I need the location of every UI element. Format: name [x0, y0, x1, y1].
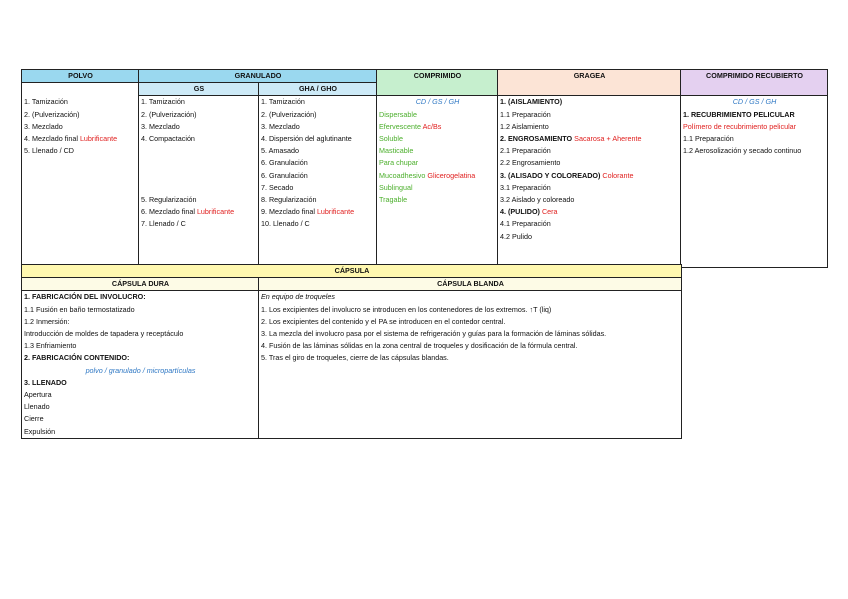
table-row — [22, 206, 828, 218]
gragea-stage-3-extra: Colorante — [602, 170, 634, 180]
table-row — [22, 291, 682, 304]
header-comprimido: COMPRIMIDO — [377, 70, 498, 96]
gs-lubrificante: Lubrificante — [196, 207, 235, 217]
gha-step-4: 4. Dispersión del aglutinante — [259, 133, 377, 145]
capsula-title: CÁPSULA — [22, 265, 682, 278]
polvo-lubrificante: Lubrificante — [79, 134, 118, 144]
table-row — [22, 133, 828, 145]
blanda-step-4: 4. Fusión de las láminas sólidas en la zona central de troqueles y dosificación de la fórmula central. — [259, 340, 682, 352]
polvo-step-4: 4. Mezclado final Lubrificante — [22, 133, 139, 145]
header-granulado: GRANULADO — [139, 70, 377, 83]
comprimido-type-2: Efervescente Ac/Bs — [377, 121, 498, 133]
header-gragea: GRAGEA — [498, 70, 681, 96]
gragea-step-2-2: 2.2 Engrosamiento — [498, 157, 681, 169]
capsula-table — [21, 264, 682, 439]
comprimido-type-8: Tragable — [377, 194, 498, 206]
table-row — [22, 218, 828, 230]
table-row — [22, 304, 682, 316]
dura-introduccion-moldes: Introducción de moldes de tapadera y receptáculo — [22, 328, 259, 340]
gha-step-4: 5. Amasado — [259, 145, 377, 157]
gragea-step-1-1: 1.1 Preparación — [498, 109, 681, 121]
table-row — [22, 145, 828, 157]
gragea-stage-2-extra: Sacarosa + Aherente — [574, 134, 642, 144]
table-row — [22, 121, 828, 133]
dura-fabricacion-contenido: 2. FABRICACIÓN CONTENIDO: — [22, 352, 259, 364]
gragea-cell — [498, 243, 681, 255]
polvo-step-5: 5. Llenado / CD — [22, 145, 139, 157]
dura-contenido-codes: polvo / granulado / micropartículas — [22, 365, 259, 377]
table-row — [22, 316, 682, 328]
blanda-intro: En equipo de troqueles — [259, 291, 682, 304]
comprimido-type-5: Para chupar — [377, 157, 498, 169]
recubierto-codes: CD / GS / GH — [681, 96, 828, 109]
table-row — [22, 352, 682, 364]
comprimido-type-7: Sublingual — [377, 182, 498, 194]
table-row — [22, 194, 828, 206]
gs-step-2: 2. (Pulverización) — [139, 109, 259, 121]
gs-step: 6. Mezclado final Lubrificante — [139, 206, 259, 218]
blanda-step-1: 1. Los excipientes del involucro se introducen en los contenedores de los extremos. ↑T (liq) — [259, 304, 682, 316]
table-row — [22, 243, 828, 255]
blanda-step-3: 3. La mezcla del involucro pasa por el sistema de refrigeración y guías para la formación de láminas sólidas. — [259, 328, 682, 340]
gha-step-3: 3. Mezclado — [259, 121, 377, 133]
gragea-cell: 3.2 Aislado y coloreado — [498, 194, 681, 206]
comprimido-type-6: Mucoadhesivo Glicerogelatina — [377, 170, 498, 182]
dura-step-1-1: 1.1 Fusión en baño termostatizado — [22, 304, 259, 316]
gha-step-6: 6. Granulación — [259, 170, 377, 182]
header-gs: GS — [139, 83, 259, 96]
table-row — [22, 157, 828, 169]
gragea-stage-2: 2. ENGROSAMIENTO Sacarosa + Aherente — [498, 133, 681, 145]
polvo-step-3: 3. Mezclado — [22, 121, 139, 133]
table-row — [22, 401, 682, 413]
table-row — [22, 413, 682, 425]
table-row — [22, 231, 828, 243]
recubierto-stage-1: 1. RECUBRIMIENTO PELICULAR — [681, 109, 828, 121]
polvo-step-1: 1. Tamización — [22, 96, 139, 109]
table-row — [22, 170, 828, 182]
dura-cierre: Cierre — [22, 413, 259, 425]
gha-step-5: 6. Granulación — [259, 157, 377, 169]
gragea-stage-3: 3. (ALISADO Y COLOREADO) Colorante — [498, 170, 681, 182]
gragea-step-2-1: 2.1 Preparación — [498, 145, 681, 157]
gragea-cell: 4.2 Pulido — [498, 231, 681, 243]
comprimido-type-3: Soluble — [377, 133, 498, 145]
header-polvo: POLVO — [22, 70, 139, 83]
gs-step: 7. Llenado / C — [139, 218, 259, 230]
gha-lubrificante: Lubrificante — [316, 207, 355, 217]
capsula-dura-title: CÁPSULA DURA — [22, 278, 259, 291]
table-row — [22, 340, 682, 352]
gs-step-4-cont — [139, 145, 259, 157]
dura-step-1-2: 1.2 Inmersión: — [22, 316, 259, 328]
header-gha: GHA / GHO — [259, 83, 377, 96]
comprimido-type-1: Dispersable — [377, 109, 498, 121]
gs-step: 5. Regularización — [139, 194, 259, 206]
manufacturing-processes-table — [21, 69, 828, 268]
table-row — [22, 96, 828, 109]
table-row — [22, 426, 682, 439]
comprimido-codes: CD / GS / GH — [377, 96, 498, 109]
dura-apertura: Apertura — [22, 389, 259, 401]
comprimido-type-4: Masticable — [377, 145, 498, 157]
recubierto-step-1-2: 1.2 Aerosolización y secado continuo — [681, 145, 828, 157]
comprimido-efervescente-extra: Ac/Bs — [422, 121, 442, 131]
table-row — [22, 377, 682, 389]
header-comprimido-recubierto: COMPRIMIDO RECUBIERTO — [681, 70, 828, 96]
gha-step-1: 1. Tamización — [259, 96, 377, 109]
gha-step: 9. Mezclado final Lubrificante — [259, 206, 377, 218]
dura-llenado: 3. LLENADO — [22, 377, 259, 389]
gha-step: 10. Llenado / C — [259, 218, 377, 230]
polvo-step-2: 2. (Pulverización) — [22, 109, 139, 121]
table-row — [22, 389, 682, 401]
table-row — [22, 328, 682, 340]
recubierto-polimero: Polímero de recubrimiento pelicular — [681, 121, 828, 133]
gs-step-4: 4. Compactación — [139, 133, 259, 145]
gs-step-3: 3. Mezclado — [139, 121, 259, 133]
blanda-step-2: 2. Los excipientes del contenido y el PA se introducen en el contedor central. — [259, 316, 682, 328]
capsula-blanda-title: CÁPSULA BLANDA — [259, 278, 682, 291]
gragea-cell: 4.1 Preparación — [498, 218, 681, 230]
gragea-stage-4-extra: Cera — [541, 207, 558, 217]
gha-step-7: 7. Secado — [259, 182, 377, 194]
gs-step-1: 1. Tamización — [139, 96, 259, 109]
table-row — [22, 365, 682, 377]
gragea-stage-1: 1. (AISLAMIENTO) — [498, 96, 681, 109]
dura-llenado-step: Llenado — [22, 401, 259, 413]
dura-fabricacion-involucro: 1. FABRICACIÓN DEL INVOLUCRO: — [22, 291, 259, 304]
gragea-step-1-2: 1.2 Aislamiento — [498, 121, 681, 133]
table-row — [22, 182, 828, 194]
blanda-step-5: 5. Tras el giro de troqueles, cierre de las cápsulas blandas. — [259, 352, 682, 364]
table-row — [22, 109, 828, 121]
dura-step-1-3: 1.3 Enfriamiento — [22, 340, 259, 352]
gha-step-2: 2. (Pulverización) — [259, 109, 377, 121]
gragea-step-3-1: 3.1 Preparación — [498, 182, 681, 194]
recubierto-step-1-1: 1.1 Preparación — [681, 133, 828, 145]
header-row — [22, 70, 828, 83]
gragea-cell: 4. (PULIDO) Cera — [498, 206, 681, 218]
dura-expulsion: Expulsión — [22, 426, 259, 439]
comprimido-mucoadhesivo-extra: Glicerogelatina — [427, 170, 476, 180]
gha-step: 8. Regularización — [259, 194, 377, 206]
